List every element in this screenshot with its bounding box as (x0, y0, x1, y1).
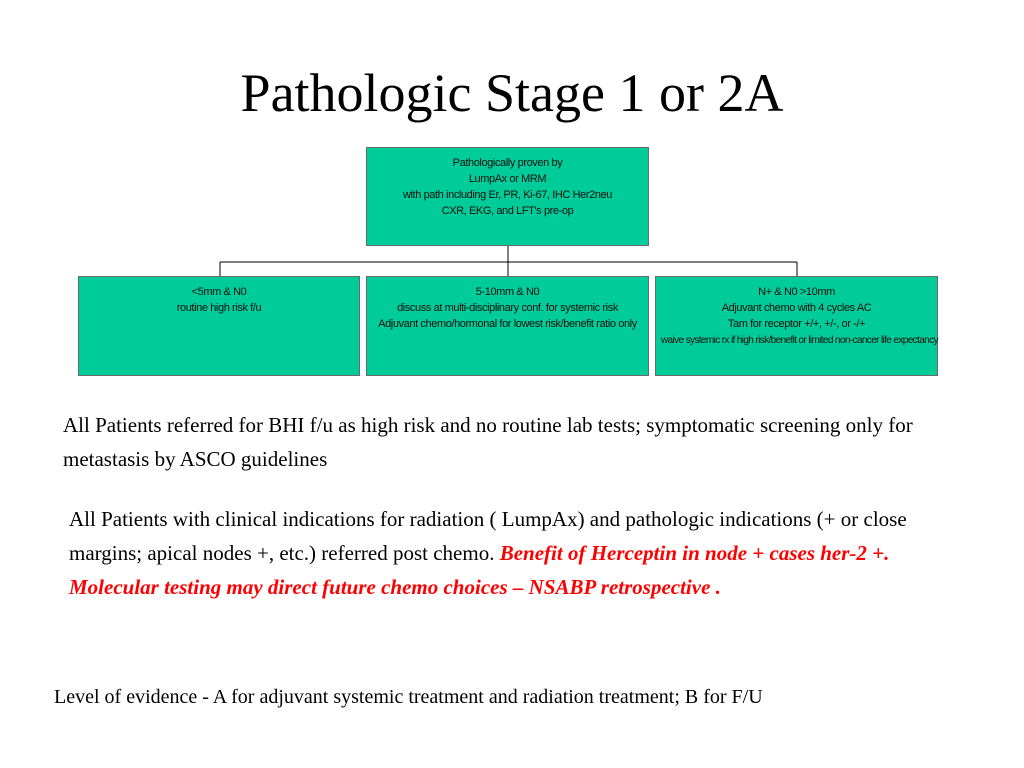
root-line-4: CXR, EKG, and LFT's pre-op (441, 205, 574, 217)
flowchart-branch-intermediate (366, 276, 649, 376)
flowchart-branch-node-positive-large (655, 276, 938, 376)
followup-note: All Patients referred for BHI f/u as high risk and no routine lab tests; symptomatic screening only for metastasis by ASCO guidelines (63, 413, 913, 471)
branch-left-line-1: <5mm & N0 (191, 286, 247, 298)
branch-mid-line-3: Adjuvant chemo/hormonal for lowest risk/benefit ratio only (378, 318, 637, 330)
radiation-note-text: All Patients with clinical indications for radiation ( LumpAx) and pathologic indications (+ or close margins; apical nodes +, etc.) referred post chemo. (69, 507, 907, 565)
branch-mid-line-2: discuss at multi-disciplinary conf. for systemic risk (397, 302, 618, 314)
radiation-note (69, 502, 949, 604)
branch-left-line-2: routine high risk f/u (176, 302, 262, 314)
branch-right-line-1: N+ & N0 >10mm (758, 286, 835, 298)
flowchart-root-box (366, 147, 649, 246)
radiation-note-emphasis: Benefit of Herceptin in node + cases her-2 +. Molecular testing may direct future chemo choices – NSABP retrospective . (69, 541, 890, 599)
slide-title: Pathologic Stage 1 or 2A (240, 63, 784, 123)
flowchart-branch-small-node-negative (78, 276, 360, 376)
branch-right-line-3: Tam for receptor +/+, +/-, or -/+ (727, 318, 866, 330)
branch-right-line-2: Adjuvant chemo with 4 cycles AC (721, 302, 872, 314)
root-line-3: with path including Er, PR, Ki-67, IHC Her2neu (402, 189, 613, 201)
branch-mid-line-1: 5-10mm & N0 (475, 286, 540, 298)
evidence-note: Level of evidence - A for adjuvant systemic treatment and radiation treatment; B for F/U (54, 686, 763, 708)
root-line-2: LumpAx or MRM (468, 173, 547, 185)
branch-right-line-4: waive systemic rx if high risk/benefit or limited non-cancer life expectancy (660, 334, 938, 346)
root-line-1: Pathologically proven by (452, 157, 563, 169)
